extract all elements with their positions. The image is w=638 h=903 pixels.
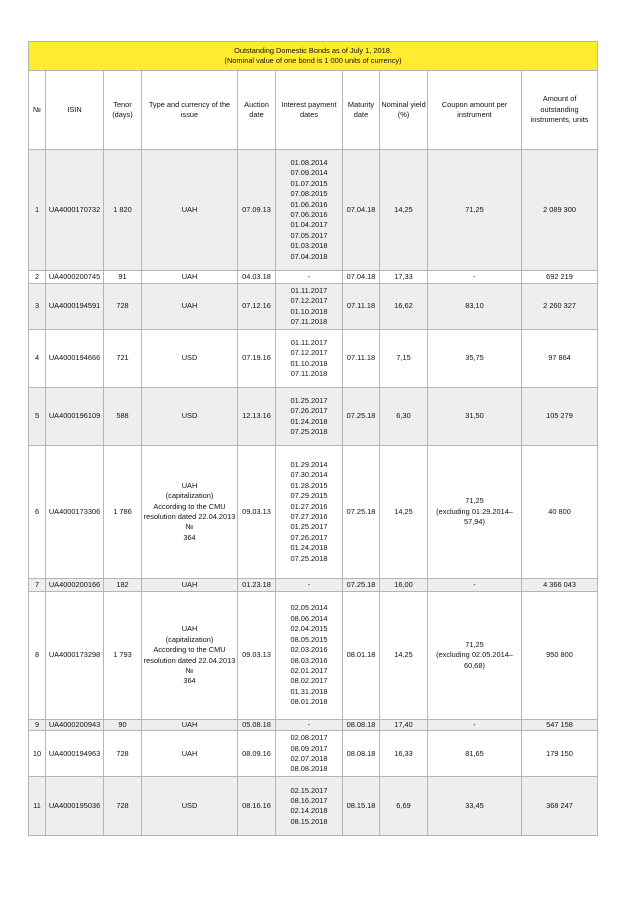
cell-no: 10 (29, 731, 46, 777)
cell-type (142, 720, 238, 731)
cell-maturity: 07.04.18 (343, 150, 380, 271)
cell-type (142, 284, 238, 330)
cell-payments-line: 07.26.2017 (290, 406, 328, 416)
cell-type-line: UAH (181, 720, 198, 729)
cell-tenor: 90 (104, 720, 142, 731)
cell-payments-line: 07.26.2017 (290, 532, 328, 542)
cell-tenor: 91 (104, 271, 142, 284)
cell-amount: 97 864 (522, 330, 598, 388)
header-yield: Nominal yield (%) (380, 71, 428, 150)
cell-payments-line: 01.07.2015 (290, 178, 328, 188)
cell-coupon-line: 83,10 (465, 301, 484, 311)
cell-payments-line: 01.08.2014 (290, 157, 328, 167)
cell-payments-line: 08.16.2017 (290, 796, 328, 805)
cell-payments (276, 388, 343, 446)
cell-coupon-line: 81,65 (465, 748, 484, 758)
table-row (29, 330, 598, 388)
cell-payments-line: 01.11.2017 (290, 337, 328, 347)
cell-amount: 2 089 300 (522, 150, 598, 271)
cell-no: 1 (29, 150, 46, 271)
cell-coupon (428, 592, 522, 720)
cell-type (142, 446, 238, 579)
cell-type-line: According to the CMU (153, 645, 226, 655)
cell-payments-line: 01.27.2016 (290, 501, 328, 511)
cell-amount: 368 247 (522, 777, 598, 836)
cell-maturity: 07.11.18 (343, 330, 380, 388)
cell-yield: 6,30 (380, 388, 428, 446)
cell-isin: UA4000200745 (46, 271, 104, 284)
table-header-row (29, 71, 598, 150)
cell-payments-line: 07.30.2014 (290, 470, 328, 480)
cell-maturity: 07.04.18 (343, 271, 380, 284)
cell-payments (276, 731, 343, 777)
cell-payments-line: 01.11.2017 (290, 285, 328, 295)
cell-payments-line: 07.12.2017 (290, 296, 328, 306)
cell-type-line: resolution dated 22.04.2013 № (143, 655, 236, 675)
header-tenor: Tenor (days) (104, 71, 142, 150)
cell-payments-line: 02.15.2017 (290, 785, 328, 795)
header-coupon: Coupon amount per instrument (428, 71, 522, 150)
cell-auction: 12.13.16 (238, 388, 276, 446)
cell-amount: 2 260 327 (522, 284, 598, 330)
cell-coupon (428, 777, 522, 836)
cell-no: 2 (29, 271, 46, 284)
cell-payments-line: 07.06.2016 (290, 210, 328, 219)
cell-payments-line: 08.03.2016 (290, 655, 328, 665)
cell-auction: 07.09.13 (238, 150, 276, 271)
cell-amount: 40 800 (522, 446, 598, 579)
cell-payments-line: 02.05.2014 (290, 603, 328, 613)
table-row (29, 446, 598, 579)
cell-type-line: UAH (181, 579, 198, 589)
cell-yield: 14,25 (380, 446, 428, 579)
cell-type-line: UAH (181, 301, 198, 311)
cell-payments (276, 579, 343, 592)
header-amount: Amount of outstanding instruments, units (522, 71, 598, 150)
cell-no: 7 (29, 579, 46, 592)
cell-payments-line: 01.10.2018 (290, 358, 328, 368)
cell-payments-line: - (307, 579, 311, 589)
cell-type (142, 731, 238, 777)
cell-yield: 16,62 (380, 284, 428, 330)
cell-isin: UA4000196109 (46, 388, 104, 446)
cell-type (142, 271, 238, 284)
cell-payments-line: 08.09.2017 (290, 743, 328, 753)
cell-auction: 08.16.16 (238, 777, 276, 836)
cell-auction: 07.19.16 (238, 330, 276, 388)
cell-yield: 16,33 (380, 731, 428, 777)
cell-coupon-line: 71,25 (465, 496, 484, 506)
cell-payments-line: 02.01.2017 (290, 665, 328, 675)
cell-payments-line: 08.05.2015 (290, 634, 328, 644)
cell-yield: 17,33 (380, 271, 428, 284)
cell-coupon (428, 720, 522, 731)
cell-coupon-line: 71,25 (465, 204, 484, 214)
cell-type-line: USD (181, 353, 198, 363)
cell-payments-line: 02.04.2015 (290, 624, 328, 634)
cell-payments-line: - (307, 271, 311, 281)
cell-payments-line: 08.02.2017 (290, 676, 328, 686)
cell-tenor: 728 (104, 777, 142, 836)
cell-coupon-line: 31,50 (465, 411, 484, 421)
cell-type-line: resolution dated 22.04.2013 № (143, 512, 236, 532)
cell-coupon-line: - (473, 579, 476, 589)
cell-coupon (428, 330, 522, 388)
cell-tenor: 728 (104, 731, 142, 777)
cell-maturity: 08.08.18 (343, 720, 380, 731)
cell-isin: UA4000170732 (46, 150, 104, 271)
cell-payments-line: 08.08.2018 (290, 764, 328, 774)
cell-type-line: UAH (181, 480, 198, 490)
cell-payments (276, 284, 343, 330)
cell-payments-line: 07.08.2015 (290, 189, 328, 199)
cell-no: 4 (29, 330, 46, 388)
cell-no: 11 (29, 777, 46, 836)
cell-isin: UA4000195036 (46, 777, 104, 836)
cell-auction: 05.08.18 (238, 720, 276, 731)
cell-payments (276, 150, 343, 271)
cell-coupon-line: - (473, 271, 476, 281)
cell-payments-line: 01.25.2017 (290, 522, 328, 532)
cell-payments-line: 02.07.2018 (290, 753, 328, 763)
cell-no: 3 (29, 284, 46, 330)
cell-payments (276, 446, 343, 579)
cell-type-line: 364 (183, 532, 196, 542)
cell-coupon-line: (excluding 02.05.2014– (436, 650, 513, 660)
table-row (29, 777, 598, 836)
table-title: Outstanding Domestic Bonds as of July 1, 2018. (234, 45, 392, 55)
table-title-row (29, 42, 598, 71)
cell-maturity: 07.11.18 (343, 284, 380, 330)
cell-payments-line: 08.06.2014 (290, 613, 328, 623)
table-row (29, 271, 598, 284)
cell-amount: 692 219 (522, 271, 598, 284)
table-row (29, 388, 598, 446)
cell-payments-line: 02.14.2018 (290, 806, 328, 816)
cell-amount: 950 800 (522, 592, 598, 720)
cell-type-line: UAH (181, 204, 198, 214)
cell-type (142, 592, 238, 720)
cell-no: 6 (29, 446, 46, 579)
cell-payments-line: 08.01.2018 (290, 697, 328, 707)
cell-payments-line: 07.29.2015 (290, 491, 328, 501)
cell-type-line: 364 (183, 676, 196, 686)
cell-maturity: 08.15.18 (343, 777, 380, 836)
cell-payments-line: 07.25.2018 (290, 553, 328, 563)
cell-maturity: 08.01.18 (343, 592, 380, 720)
cell-type-line: USD (181, 411, 198, 421)
cell-maturity: 08.08.18 (343, 731, 380, 777)
cell-tenor: 588 (104, 388, 142, 446)
cell-payments-line: 02.08.2017 (290, 733, 328, 743)
cell-coupon (428, 284, 522, 330)
cell-payments-line: 07.11.2018 (290, 316, 328, 326)
cell-coupon (428, 388, 522, 446)
cell-no: 9 (29, 720, 46, 731)
cell-tenor: 1 820 (104, 150, 142, 271)
cell-coupon-line: 35,75 (465, 353, 484, 363)
cell-coupon (428, 579, 522, 592)
cell-coupon-line: 60,68) (464, 660, 485, 670)
cell-amount: 179 150 (522, 731, 598, 777)
cell-coupon-line: 57,94) (464, 517, 485, 527)
cell-payments (276, 271, 343, 284)
cell-isin: UA4000200166 (46, 579, 104, 592)
cell-coupon-line: 33,45 (465, 801, 484, 811)
cell-auction: 01.23.18 (238, 579, 276, 592)
cell-maturity: 07.25.18 (343, 388, 380, 446)
cell-tenor: 1 786 (104, 446, 142, 579)
cell-payments (276, 592, 343, 720)
cell-amount: 4 366 043 (522, 579, 598, 592)
cell-isin: UA4000200943 (46, 720, 104, 731)
cell-tenor: 721 (104, 330, 142, 388)
header-payments: Interest payment dates (276, 71, 343, 150)
cell-no: 5 (29, 388, 46, 446)
cell-type (142, 150, 238, 271)
cell-amount: 105 279 (522, 388, 598, 446)
cell-auction: 04.03.18 (238, 271, 276, 284)
cell-type (142, 330, 238, 388)
cell-payments-line: 07.11.2018 (290, 368, 328, 378)
table-title-cell (29, 42, 598, 71)
cell-coupon (428, 150, 522, 271)
cell-payments-line: 01.06.2016 (290, 199, 328, 209)
cell-payments-line: 07.04.2018 (290, 251, 328, 261)
cell-auction: 09.03.13 (238, 592, 276, 720)
cell-payments-line: 01.29.2014 (290, 459, 328, 469)
cell-payments-line: 01.10.2018 (290, 306, 328, 316)
cell-coupon-line: 71,25 (465, 639, 484, 649)
table-row (29, 150, 598, 271)
cell-auction: 09.03.13 (238, 446, 276, 579)
cell-payments-line: 07.25.2018 (290, 426, 328, 436)
cell-type-line: (capitalization) (165, 634, 214, 644)
cell-type-line: UAH (181, 624, 198, 634)
table-row (29, 720, 598, 731)
cell-tenor: 182 (104, 579, 142, 592)
cell-type-line: UAH (181, 748, 198, 758)
cell-maturity: 07.25.18 (343, 446, 380, 579)
cell-payments-line: 08.15.2018 (290, 816, 328, 826)
cell-auction: 07.12.16 (238, 284, 276, 330)
cell-payments-line: 07.27.2016 (290, 512, 328, 521)
cell-payments-line: 01.28.2015 (290, 480, 328, 490)
cell-type (142, 777, 238, 836)
cell-yield: 16,00 (380, 579, 428, 592)
cell-payments-line: 01.25.2017 (290, 395, 328, 405)
cell-payments (276, 720, 343, 731)
cell-type-line: According to the CMU (153, 501, 226, 511)
cell-payments-line: 01.31.2018 (290, 686, 328, 696)
header-type: Type and currency of the issue (142, 71, 238, 150)
cell-payments-line: 01.03.2018 (290, 241, 328, 251)
cell-type-line: USD (181, 801, 198, 811)
cell-yield: 17,40 (380, 720, 428, 731)
table-row (29, 579, 598, 592)
cell-no: 8 (29, 592, 46, 720)
cell-amount: 547 158 (522, 720, 598, 731)
cell-yield: 7,15 (380, 330, 428, 388)
table-row (29, 284, 598, 330)
cell-payments-line: 07.09.2014 (290, 168, 328, 178)
table-subtitle: (Nominal value of one bond is 1 000 units of currency) (224, 56, 402, 65)
cell-payments-line: 01.04.2017 (290, 220, 328, 230)
cell-auction: 08.09.16 (238, 731, 276, 777)
cell-coupon-line: - (473, 720, 476, 729)
header-no: № (29, 71, 46, 150)
cell-payments-line: 07.12.2017 (290, 348, 328, 358)
cell-yield: 6,69 (380, 777, 428, 836)
cell-type-line: (capitalization) (165, 491, 214, 501)
cell-payments-line: 07.05.2017 (290, 230, 328, 240)
cell-payments (276, 330, 343, 388)
cell-payments-line: 01.24.2018 (290, 543, 328, 553)
table-row (29, 731, 598, 777)
outstanding-bonds-table (28, 41, 598, 836)
cell-isin: UA4000173298 (46, 592, 104, 720)
cell-tenor: 1 793 (104, 592, 142, 720)
cell-payments (276, 777, 343, 836)
header-auction: Auction date (238, 71, 276, 150)
cell-payments-line: - (307, 720, 311, 729)
cell-payments-line: 01.24.2018 (290, 416, 328, 426)
cell-coupon (428, 271, 522, 284)
cell-isin: UA4000194963 (46, 731, 104, 777)
cell-maturity: 07.25.18 (343, 579, 380, 592)
cell-isin: UA4000194666 (46, 330, 104, 388)
cell-yield: 14,25 (380, 592, 428, 720)
header-isin: ISIN (46, 71, 104, 150)
cell-tenor: 728 (104, 284, 142, 330)
cell-type (142, 388, 238, 446)
table-row (29, 592, 598, 720)
cell-type-line: UAH (181, 271, 198, 281)
header-maturity: Maturity date (343, 71, 380, 150)
cell-yield: 14,25 (380, 150, 428, 271)
cell-payments-line: 02.03.2016 (290, 645, 328, 655)
cell-coupon-line: (excluding 01.29.2014– (436, 506, 513, 516)
cell-coupon (428, 731, 522, 777)
cell-isin: UA4000194591 (46, 284, 104, 330)
cell-type (142, 579, 238, 592)
cell-coupon (428, 446, 522, 579)
cell-isin: UA4000173306 (46, 446, 104, 579)
